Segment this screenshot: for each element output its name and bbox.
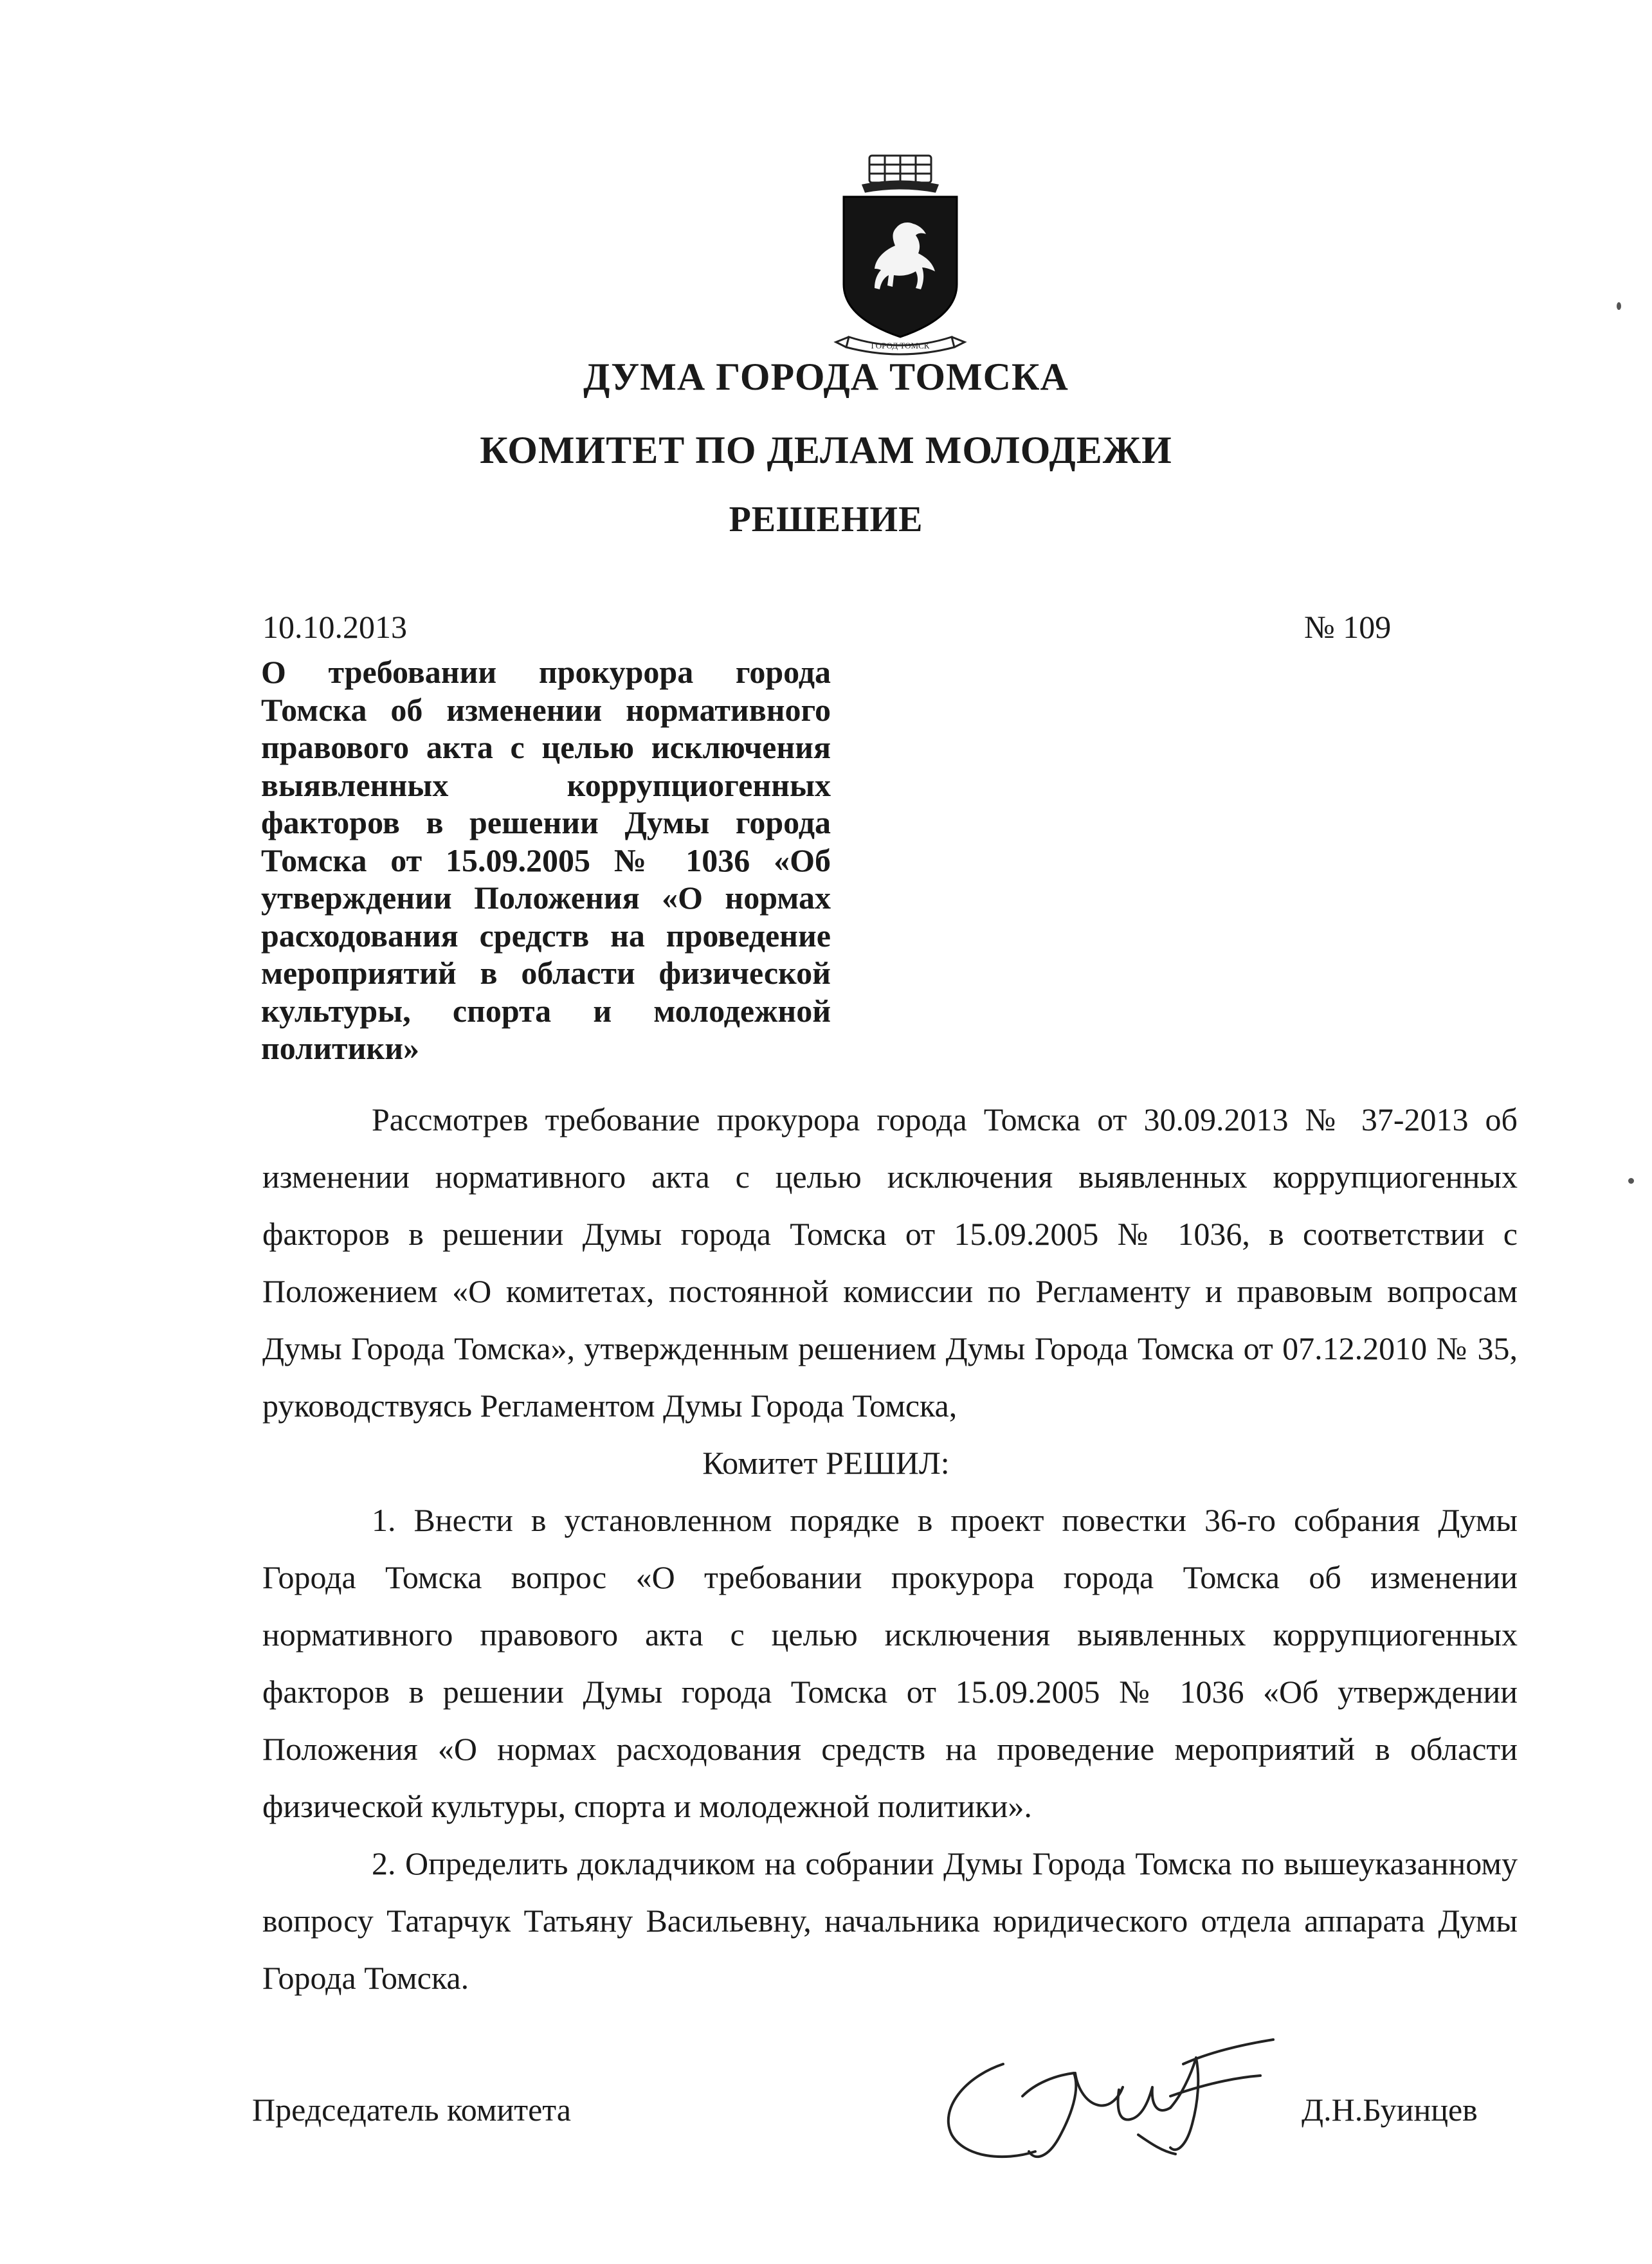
resolution-item-1: 1. Внести в установленном порядке в проект повестки 36-го собрания Думы Города Томска вопрос «О требовании прокурора города Томска об изменении нормативного правового акта с целью исключения выявленных коррупциогенных факторов в решении Думы города Томска от 15.09.2005 № 1036 «Об утверждении Положения «О нормах расходования средств на проведение мероприятий в области физической культуры, спорта и молодежной политики». — [262, 1502, 1518, 1824]
scan-speck — [1617, 302, 1621, 310]
organization-title: ДУМА ГОРОДА ТОМСКА — [583, 356, 1069, 398]
handwritten-signature — [926, 2025, 1299, 2173]
document-subject: О требовании прокурора города Томска об изменении нормативного правового акта с целью исключения выявленных коррупциогенных факторов в решении Думы города Томска от 15.09.2005 № 1036 «Об утверждении Положения «О нормах расходования средств на проведение мероприятий в области физической культуры, спорта и молодежной политики» — [261, 654, 831, 1066]
committee-title: КОМИТЕТ ПО ДЕЛАМ МОЛОДЕЖИ — [480, 429, 1172, 471]
signatory-role: Председатель комитета — [252, 2092, 571, 2128]
document-kind: РЕШЕНИЕ — [729, 500, 923, 539]
resolution-item-2: 2. Определить докладчиком на собрании Думы Города Томска по вышеуказанному вопросу Татарчук Татьяну Васильевну, начальника юридического отдела аппарата Думы Города Томска. — [262, 1845, 1518, 1996]
svg-text:ГОРОД ТОМСК: ГОРОД ТОМСК — [871, 341, 930, 350]
document-number: № 109 — [1304, 609, 1392, 645]
city-coat-of-arms — [830, 149, 971, 361]
ribbon-icon — [836, 337, 965, 354]
intro-paragraph: Рассмотрев требование прокурора города Томска от 30.09.2013 № 37-2013 об изменении нормативного акта с целью исключения выявленных коррупциогенных факторов в решении Думы города Томска от 15.09.2005 № 1036, в соответствии с Положением «О комитетах, постоянной комиссии по Регламенту и правовым вопросам Думы Города Томска», утвержденным решением Думы Города Томска от 07.12.2010 № 35, руководствуясь Регламентом Думы Города Томска, — [262, 1101, 1518, 1424]
scan-speck — [1628, 1178, 1634, 1184]
signatory-name: Д.Н.Буинцев — [1302, 2092, 1478, 2128]
document-date: 10.10.2013 — [262, 609, 407, 645]
crown-icon — [863, 156, 938, 192]
resolve-heading: Комитет РЕШИЛ: — [702, 1445, 950, 1481]
